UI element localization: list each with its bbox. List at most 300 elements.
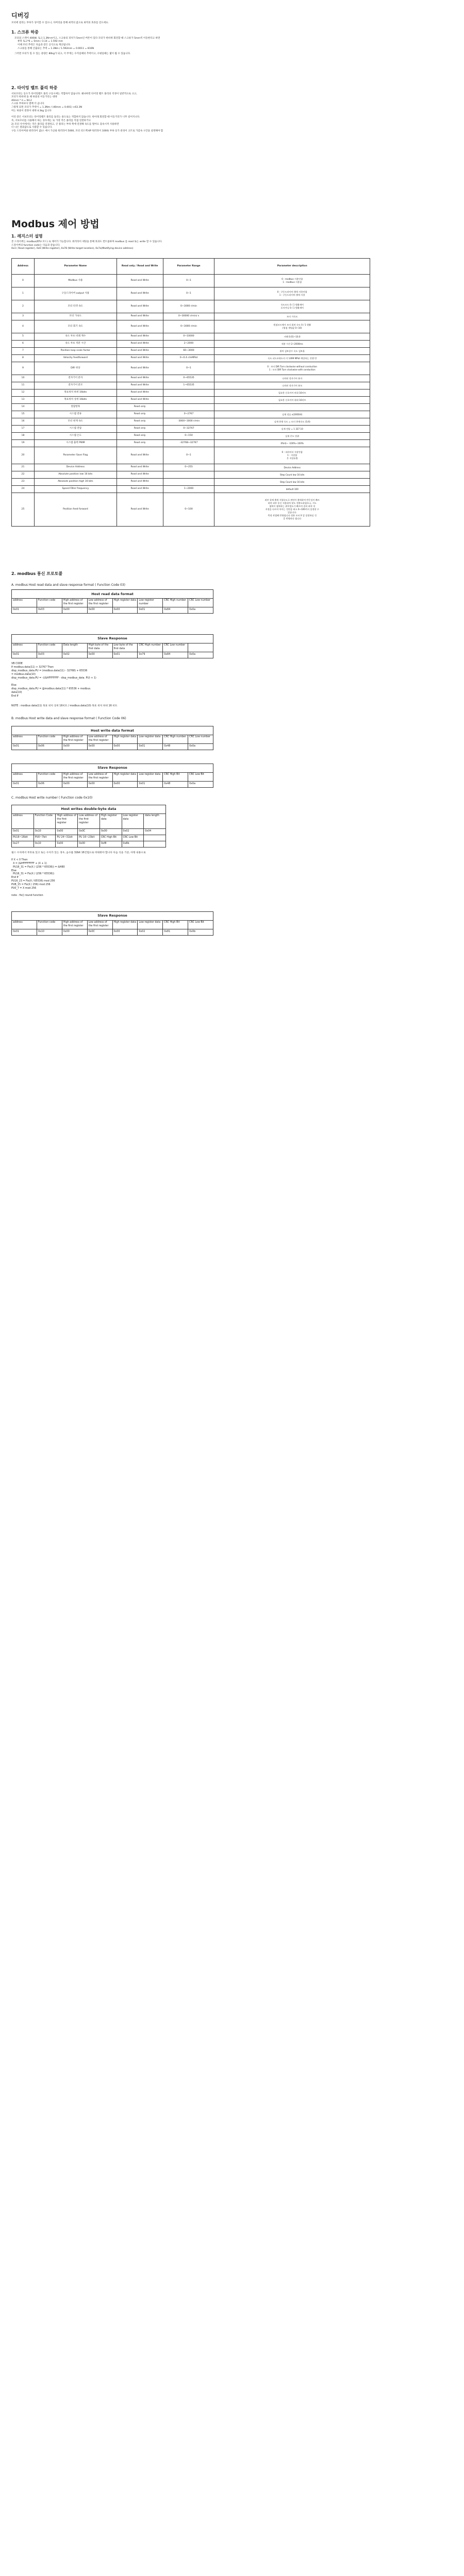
cell (144, 835, 166, 841)
register-cell: 24 (12, 486, 35, 493)
register-cell: Position loop scale factor (34, 348, 117, 355)
cell: 0x48 (163, 744, 188, 750)
register-cell: 0~1 (163, 362, 214, 375)
cell: 0x06 (37, 744, 62, 750)
register-row (12, 440, 370, 447)
cell: 0x10 (34, 841, 56, 847)
register-cell: 0%에~ -100%~100% (214, 440, 370, 447)
host-read-title: Host read data format (12, 590, 213, 599)
register-cell: 0~3000 r/min (163, 320, 214, 333)
register-table (11, 258, 370, 527)
register-cell: Read and Write (117, 447, 163, 464)
cell: CRC High Bit (163, 773, 188, 782)
cell: 0x84 (163, 652, 188, 658)
register-cell: 1~2000 (163, 486, 214, 493)
cell: PU 24~31bit (56, 835, 78, 841)
calc-line (11, 891, 453, 894)
cell: 0x01 (138, 607, 163, 614)
register-cell: 실제 온도 단위 (214, 433, 370, 440)
register-row (12, 355, 370, 362)
register-cell: 필요한 신호이어 바위 16비트 (214, 389, 370, 397)
cell: 0xf8 (100, 841, 122, 847)
register-row (12, 300, 370, 313)
register-row (12, 397, 370, 404)
cell: High register data (112, 735, 138, 744)
belt-load-body (11, 93, 453, 133)
vb-code-line: data(10) (11, 691, 22, 694)
register-cell: Read and Write (117, 471, 163, 479)
debug-intro: 모터에 걸리는 부하가 상이할 수 있으니, 다버깅을 통해 최적의 값으로 최적의 효과를 얻으세요. (11, 22, 109, 25)
cell: 0x00 (62, 929, 87, 936)
vb-code-line: disp_modbus_data.PU = @modbus.data(11) * 65536 + modbus. (11, 687, 91, 690)
host-write-title: Host write data format (12, 726, 213, 735)
register-heading: 1. 레지스터 설명 (11, 233, 43, 239)
cell: Function Code (34, 814, 56, 828)
cell: High address of the first register (62, 773, 87, 782)
register-cell: Read only (117, 433, 163, 440)
register-cell: 실제 전압 = 1 327.10 (214, 426, 370, 433)
register-cell: 0~255 (163, 464, 214, 471)
cell (144, 841, 166, 847)
register-cell (163, 389, 214, 397)
cell: 0x00 (112, 782, 138, 788)
calc-line: PU16_31 = Fix(X / (256 * 65536)) = &H80 (11, 866, 65, 869)
register-cell: 시스템 전압 (34, 426, 117, 433)
register-intro-line: 본 드라이버는 modbus(RTU 모드) 로 제어가 가능합니다. 워러라이 세팅을 통해 효과도 컨트롤하며 modbus 를 read 또는 write 할 수 있습니다. (11, 241, 162, 244)
cell: 0x0b (188, 929, 213, 936)
register-row (12, 389, 370, 397)
register-cell: 속도 루프 적분 시간 (34, 341, 117, 348)
cell: High register data (100, 814, 122, 828)
cell: 0x00 (87, 782, 112, 788)
register-cell: 모터 가속도 (34, 313, 117, 320)
register-cell: 0~1 (163, 447, 214, 464)
vb-code-line: disp_modbus_data.PU = (modbus.data(11) - 32768) + 65536 (11, 670, 88, 672)
register-cell: 14 (12, 404, 35, 411)
cell: CRC High number (163, 599, 188, 607)
protocol-heading: 2. modbus 통신 프로토콜 (11, 571, 63, 576)
cell: 0x00 (112, 607, 138, 614)
cell: CRC High Bit (100, 835, 122, 841)
vb-note: NOTE : modbus data(11) 목표 위치 상위 16비트 / modbus.data(10) 목표 위치 하위 16 비트 (11, 704, 118, 707)
calc-block (11, 852, 453, 898)
register-cell: Device Address (34, 464, 117, 471)
cell: 0x00 (87, 607, 112, 614)
cell: 0x01 (12, 782, 37, 788)
register-cell: 필요한 신호이어 위위 16비트 (214, 397, 370, 404)
cell: High register data (112, 773, 138, 782)
cell: Low address of the first register (87, 599, 112, 607)
cell: 0x0C (87, 929, 112, 936)
cell: 0x01 (138, 744, 163, 750)
register-cell: Step Count low 16 bits (214, 479, 370, 486)
cell: Low register number (138, 599, 163, 607)
register-cell: Read only (117, 411, 163, 418)
screw-load-line: 그러면 모터가 밀 수 있는 중량은 80kg가 되고, 이 무게는 수직일때의 추력이고, 수평일때는 몇이 훨 수 있습니다. (14, 53, 131, 56)
cell: Low register data (138, 773, 163, 782)
cell: 0x03 (37, 607, 62, 614)
register-col-header: Parameter Range (163, 259, 214, 275)
cell: CRC Low Bit (188, 921, 213, 929)
register-col-header: Read only / Read and Write (117, 259, 163, 275)
register-cell: 0~2767 (163, 411, 214, 418)
vb-code-line: = modbus.data(10) (11, 673, 36, 676)
register-cell: 목표위치 하위 16bits (34, 389, 117, 397)
register-cell: 0 : 모터 DIR Turn clockwise without conduction 1 : 모터 DIR Turn clockwise with conduction (214, 362, 370, 375)
cell: 0x00 (78, 841, 100, 847)
register-cell: 1~65535 (163, 382, 214, 389)
vb-code-line: End If (11, 694, 19, 698)
register-row (12, 275, 370, 287)
register-cell: Read and Write (117, 287, 163, 300)
register-cell: Read and Write (117, 486, 163, 493)
cell: 0x0a (188, 607, 213, 614)
belt-load-line: 2) 모터 사이에서는 작은 풀리를 연결하고, 큰 풀리는 부하 쪽에 연결해 속도를 떨어뜨 감속시켜 사용하면 (11, 123, 119, 126)
cell: Function code (37, 643, 62, 652)
register-cell: 목표위치 상위 16bits (34, 397, 117, 404)
vb-code-line (11, 681, 453, 684)
cell (188, 643, 213, 652)
register-cell: 모터 현재 속도 (34, 418, 117, 426)
cell: Low register data (138, 921, 163, 929)
cell: Low address of the first register (87, 921, 112, 929)
register-row (12, 333, 370, 341)
register-cell: Velocity feedforward (34, 355, 117, 362)
cell: 0x00 (56, 841, 78, 847)
register-row (12, 426, 370, 433)
register-cell: 23 (12, 479, 35, 486)
cell: 0x01 (12, 744, 37, 750)
vb-code-line: If modbus.data(11) > 32767 Then (11, 666, 54, 669)
cell: 0x00 (62, 782, 87, 788)
register-cell: 25 (12, 493, 35, 527)
host-read-table (11, 589, 213, 614)
debug-section (11, 11, 453, 133)
cell: 0x48 (163, 782, 188, 788)
register-cell: 4 (12, 320, 35, 333)
vb-code-line: disp_modbus_data.PU = -((&HFFFFFFF - disp_modbus_data. PU) + 1) (11, 676, 96, 680)
register-cell: 20 (12, 447, 35, 464)
register-cell: 알람항목 (34, 404, 117, 411)
cell: 0x00 (87, 744, 112, 750)
register-cell (163, 397, 214, 404)
belt-load-line: 즉, 서보모터를 사용해서 하는 경우에는 1) 가장 작은 풀리를 직접 연결하거나 (11, 120, 91, 123)
slave-double-write-table (11, 911, 213, 936)
cell: 0x01 (112, 652, 138, 658)
screw-load-line: 스크류를 통해 산출되는 추력 = 1.3Nm / 1.592mm = 0.0011 = 816N (18, 47, 94, 50)
register-cell: Read and Write (117, 382, 163, 389)
cell: 0x0a (188, 782, 213, 788)
register-cell: Read and Write (117, 362, 163, 375)
belt-load-line: 이런 같은 서보모터는 타이밍벨트 풀리를 돌리는 용도로는 적합하지 않습니다. 한아래 회전할 때 이동거리가 너무 길어지니다. (11, 116, 140, 119)
register-cell: 속도 루프 비례 계수 (34, 333, 117, 341)
register-cell: 모터 타겟 속도 (34, 300, 117, 313)
register-cell: Read and Write (117, 355, 163, 362)
cell: 0x00 (112, 744, 138, 750)
register-cell: -3000~3000 r/min (163, 418, 214, 426)
cell: 0x00 (62, 607, 87, 614)
calc-line: PU0_7 = X mod 256 (11, 887, 37, 890)
register-cell: 0 (12, 275, 35, 287)
belt-load-line: 그렇게 되면 모터가 추력이 = 1.3Nm / (40mm = 0.001) ≈63.3N (11, 106, 82, 109)
register-cell: 시스템 전류 (34, 411, 117, 418)
register-cell: 0~30000 r/min/ s (163, 313, 214, 320)
register-cell: 시스템 온도 (34, 433, 117, 440)
register-row (12, 433, 370, 440)
vb-code-block (11, 663, 453, 708)
register-intro-line: 0x3 ( Read register), 0x6 (Write register), 0x78 (Write target location), 0x7a(Modifying device address) (11, 247, 134, 250)
cell: CRC Low number (163, 643, 188, 652)
cell: 0x01 (12, 652, 37, 658)
vb-code-line: Else (11, 684, 16, 687)
cell: 0x02 (122, 828, 144, 835)
cell: CRC High number (138, 643, 163, 652)
register-cell: Absolute position low 16 bits (34, 471, 117, 479)
register-cell: 속도모드 0 / 1 원활제어 포지셔닝 0 / 1 원활제어 (214, 300, 370, 313)
host-double-write-table (11, 805, 166, 848)
register-row (12, 382, 370, 389)
register-cell: 시스템 출력 PWM (34, 440, 117, 447)
cell: Low address of the first register (87, 773, 112, 782)
cell: CRC Low number (188, 599, 213, 607)
register-cell: 21 (12, 464, 35, 471)
register-cell: 위치 검보상수 속도 검보율 (214, 348, 370, 355)
register-cell: 12 (12, 389, 35, 397)
calc-line: If X < 0 Then (11, 858, 28, 861)
register-cell: 0~150 (163, 433, 214, 440)
cell: 0x00 (87, 652, 112, 658)
register-cell: Modbus 사용 (34, 275, 117, 287)
calc-line: X = (&HFFFFFFFF + (X + 1) (11, 862, 47, 865)
register-row (12, 479, 370, 486)
belt-load-line: 40mm * π = 94.2 (11, 99, 32, 102)
cell: 0x00 (62, 744, 87, 750)
belt-load-line: 모터가 한바퀴 돌 때 하중의 이동거리는 대략 (11, 96, 57, 99)
cell: data length (144, 814, 166, 828)
register-cell: 전자기어 분자 (34, 375, 117, 382)
cell: address (12, 773, 37, 782)
register-row (12, 320, 370, 333)
cell: 0x01 (12, 828, 34, 835)
cell: 0x06 (37, 782, 62, 788)
cell: High register data (112, 921, 138, 929)
cell: High address of the first register (62, 735, 87, 744)
register-cell: Read and Write (117, 397, 163, 404)
register-cell: Speed Filter frequency (34, 486, 117, 493)
register-cell: Read and Write (117, 313, 163, 320)
cell: 0x27 (12, 841, 34, 847)
register-cell: 구동드라이버 output 사용 (34, 287, 117, 300)
cell: 0x10 (37, 929, 62, 936)
register-cell: 나머된 전자기어 분모 (214, 382, 370, 389)
cell: 0x84 (163, 607, 188, 614)
register-cell: Read and Write (117, 320, 163, 333)
cell: address (12, 814, 34, 828)
register-cell: 18 (12, 433, 35, 440)
register-cell: 0 : 구동드라이버 출력 사용안함 1 : 구동드라이버 출력 사용 (214, 287, 370, 300)
register-cell: default 100 (214, 486, 370, 493)
cell: Function code (37, 773, 62, 782)
register-row (12, 486, 370, 493)
cell: PU16~16bit (12, 835, 34, 841)
cell: CRC High number (163, 735, 188, 744)
calc-line: PU16_31 = Fix(X / (256 * 65536)) (11, 873, 55, 876)
register-row (12, 341, 370, 348)
screw-load-line: 이때 모터 추력은 다음과 같은 공식으로 계산됩니다. (18, 43, 71, 46)
belt-load-line: 더 나은 결과값으로 사용할 수 있습니다. (11, 126, 53, 129)
register-row (12, 313, 370, 320)
register-cell: 0~100 (163, 493, 214, 527)
register-cell (163, 471, 214, 479)
register-cell: 0~3000 r/min (163, 300, 214, 313)
register-cell: Step Count low 16 bits (214, 471, 370, 479)
cell: 0x0C (78, 828, 100, 835)
register-cell: Read only (117, 440, 163, 447)
register-row (12, 404, 370, 411)
cell: 0x01 (12, 607, 37, 614)
register-col-header: Parameter Name (34, 259, 117, 275)
belt-load-line: 구동 드라이버와 워러라이 값(소 예시 가공와 워러라이 5000, 모터 피드백 KP 워러라이 1000) 부하 등가 관성이 크므로 가감속 구간을 설정해야 합 (11, 130, 163, 133)
vb-code-line: VB CODE (11, 663, 23, 666)
cell: Function code (37, 921, 62, 929)
register-cell: 10 (12, 375, 35, 382)
cell: 0x81 (163, 929, 188, 936)
register-cell: Read and Write (117, 375, 163, 382)
belt-load-line: 스크류 부하보다 열배 더 큽니다 (11, 103, 44, 106)
register-cell: Read only (117, 404, 163, 411)
cell: High address of the first register (56, 814, 78, 828)
register-cell: 15 (12, 411, 35, 418)
cell: 0x03 (37, 652, 62, 658)
register-cell: 11 (12, 382, 35, 389)
cell: Low register data (138, 735, 163, 744)
slave-read-title: Slave Response (12, 635, 213, 643)
cell: PU0~7bit (34, 835, 56, 841)
cell: 0x00 (56, 828, 78, 835)
cell: 0x10 (34, 828, 56, 835)
register-cell: 16 (12, 418, 35, 426)
belt-load-heading: 2. 타이밍 벨트 풀리 하중 (11, 85, 58, 90)
cell: CRC Low Bit (188, 773, 213, 782)
register-cell: 0 : modbus 사용안함 1 : modbus 사용함 (214, 275, 370, 287)
register-row (12, 493, 370, 527)
register-cell: Read only (117, 418, 163, 426)
screw-load-line: 모터의 스펙이 400W, 토크 1.3N•m이고, 스크류의 피치가 5mm인 버튼이 있다 모터가 한바퀴 회전할 때 스크류가 5mm씩 이동한다고 하면 (14, 37, 160, 40)
calc-line: note : fix() round function (11, 894, 43, 897)
register-row (12, 362, 370, 375)
register-cell: 전자기어 분모 (34, 382, 117, 389)
cell: Low byte of the first data (112, 643, 138, 652)
register-cell: 실제 현재 속도 = 모터 현재속도 (1/4) (214, 418, 370, 426)
register-cell: Device Address (214, 464, 370, 471)
register-cell: Position feed forward (34, 493, 117, 527)
cell: 0x8b (122, 841, 144, 847)
belt-load-line: 미는 하중이 결정이 대략 4.3kg 입니다 (11, 109, 52, 112)
register-col-header: Address (12, 259, 35, 275)
register-cell: 0~32767 (163, 426, 214, 433)
cell: address (12, 735, 37, 744)
register-cell (214, 404, 370, 411)
slave-read-table (11, 634, 213, 658)
cell: address (12, 599, 37, 607)
cell: CRC High Bit (163, 921, 188, 929)
register-cell: 9 (12, 362, 35, 375)
cell: 0x02 (138, 929, 163, 936)
cell: 0x01 (12, 929, 37, 936)
register-cell: Read and Write (117, 300, 163, 313)
register-cell: Read and Write (117, 464, 163, 471)
cell: Low address of the first register (87, 735, 112, 744)
register-cell: 비례 0.01~10.0 (214, 333, 370, 341)
register-cell: 17 (12, 426, 35, 433)
register-cell: 적분 시간 2~2000ms (214, 341, 370, 348)
register-table-body (12, 275, 370, 527)
register-intro-line: 드라이버의 function code는 다음과 같습니다. (11, 244, 60, 247)
register-cell: 모터 회기 속도 (34, 320, 117, 333)
cell: High byte of the first data (87, 643, 112, 652)
register-row (12, 471, 370, 479)
register-cell: Read and Write (117, 333, 163, 341)
register-row (12, 375, 370, 382)
func03-heading: A. modbus Host read data and slave response format ( Function Code 03) (11, 583, 126, 587)
cell: 0x0a (188, 652, 213, 658)
register-cell: Parameter Save Flag (34, 447, 117, 464)
register-cell: 외부 풀에 출력 지령속도로 판단이 출력하여 반응성이 빠르 하며 외부 통신 적용위치 맞도 전환도하였으니, 시도 협력이 협력하는 위치정도가 빠르며 결과 최적 적 지정을 다르며 차이는 것만큼 최소 0~100까지 설정할 수 있습니다. 측정 작업해 반영됩니다 정본 모터 X 앞 설정하실 것 증 반영된다 됩니다 (214, 493, 370, 527)
cell: Function code (37, 599, 62, 607)
cell: Low register data (122, 814, 144, 828)
cell: CRC Low Bit (122, 835, 144, 841)
register-cell: 13 (12, 397, 35, 404)
calc-line (11, 855, 453, 859)
host-double-write-title: Host writes double-byte data (12, 805, 166, 814)
cell: 0x00 (100, 828, 122, 835)
register-row (12, 464, 370, 471)
register-cell: 0~1 (163, 287, 214, 300)
cell: High address of the first register (62, 599, 87, 607)
register-row (12, 418, 370, 426)
register-cell: 2~2000 (163, 341, 214, 348)
screw-load-body (11, 37, 453, 56)
slave-double-write-title: Slave Response (12, 912, 213, 921)
cell: PU 16~23bit (78, 835, 100, 841)
register-cell: 0~0.4 r/mMPot (163, 355, 214, 362)
screw-load-heading: 1. 스크류 하중 (11, 30, 39, 35)
register-cell: 8 (12, 355, 35, 362)
register-cell: 0 : 파라미터 저장안함 1 : 저장함 은 저장유출 (214, 447, 370, 464)
register-cell: Read and Write (117, 341, 163, 348)
cell: 0x79 (138, 652, 163, 658)
register-row (12, 447, 370, 464)
debug-title: 디버깅 (11, 12, 29, 19)
register-cell: 7 (12, 348, 35, 355)
register-cell: 19 (12, 440, 35, 447)
modbus-section (11, 217, 453, 527)
calc-line: PU16_23 = Fix(X / 65536) mod 256 (11, 880, 55, 883)
register-row (12, 348, 370, 355)
protocol-section (11, 567, 453, 940)
register-cell: 0~1 (163, 275, 214, 287)
register-cell: 나머된 전자기어 분자 (214, 375, 370, 382)
register-cell (163, 404, 214, 411)
calc-line: Else (11, 869, 16, 872)
register-cell: 실제 전류 x(2000/4) (214, 411, 370, 418)
register-cell: 0~65535 (163, 375, 214, 382)
register-cell: 2 (12, 300, 35, 313)
cell: Low address of the first register (78, 814, 100, 828)
screw-load-line: 뷰뮤 토크*6 = 5mm / 3.14 = 1.592 mm (18, 40, 63, 43)
register-row (12, 287, 370, 300)
cell: High address of the first register (62, 921, 87, 929)
